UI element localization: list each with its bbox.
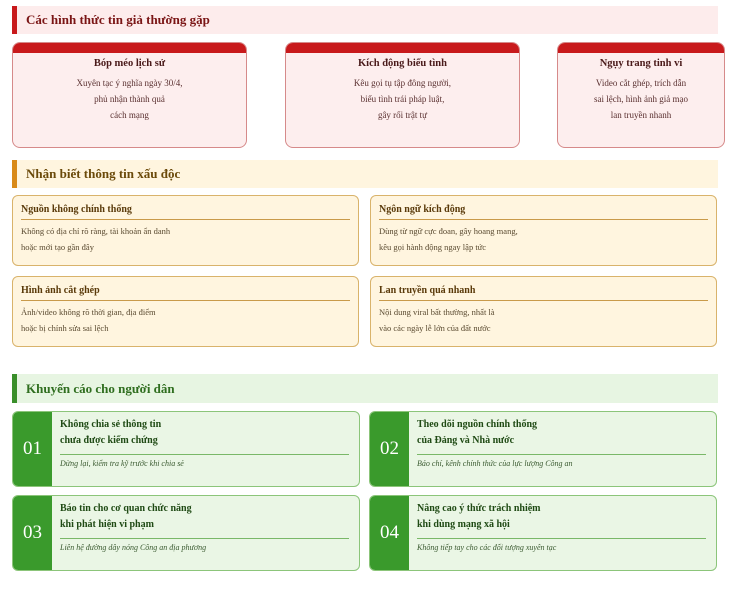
- card-title: Hình ảnh cắt ghép: [21, 285, 350, 301]
- card-title: Nguồn không chính thống: [21, 204, 350, 220]
- card-title: Kích động biểu tình: [358, 58, 447, 69]
- section-accent-bar: [12, 6, 17, 34]
- sign-card-unofficial-source: [12, 195, 359, 266]
- card-text: lan truyền nhanh: [610, 110, 672, 120]
- advice-card-03: [12, 495, 360, 571]
- advice-note: Liên hệ đường dây nóng Công an địa phương: [60, 543, 207, 552]
- card-text: Không có địa chỉ rõ ràng, tài khoản ẩn danh: [21, 226, 171, 236]
- section-accent-bar: [12, 160, 17, 188]
- advice-title-line: Theo dõi nguồn chính thống: [417, 419, 538, 430]
- section-header-identify: [12, 160, 718, 188]
- advice-title-line: khi dùng mạng xã hội: [417, 519, 510, 530]
- card-text: gây rối trật tự: [377, 110, 428, 120]
- card-text: hoặc mới tạo gần đây: [21, 242, 94, 252]
- card-text: cách mạng: [110, 110, 149, 120]
- card-top-bar: [286, 43, 519, 53]
- sign-card-inciting-language: [370, 195, 717, 266]
- form-card-distort-history: [12, 42, 247, 148]
- advice-number: 03: [13, 496, 52, 570]
- card-text: Xuyên tạc ý nghĩa ngày 30/4,: [76, 78, 183, 88]
- advice-number: 02: [370, 412, 409, 486]
- section-title: Nhận biết thông tin xấu độc: [26, 166, 181, 181]
- advice-title-line: của Đảng và Nhà nước: [417, 435, 515, 446]
- section-accent-bar: [12, 374, 17, 403]
- card-text: phủ nhận thành quả: [94, 94, 165, 104]
- card-title: Ngôn ngữ kích động: [379, 204, 708, 220]
- advice-number: 01: [13, 412, 52, 486]
- card-text: Ảnh/video không rõ thời gian, địa điểm: [21, 307, 156, 317]
- advice-title-line: chưa được kiểm chứng: [60, 435, 158, 446]
- card-text: kêu gọi hành động ngay lập tức: [379, 242, 487, 252]
- advice-card-04: [369, 495, 717, 571]
- divider: [417, 454, 706, 455]
- advice-title-line: Nâng cao ý thức trách nhiệm: [417, 503, 541, 514]
- card-top-bar: [13, 43, 246, 53]
- advice-card-01: [12, 411, 360, 487]
- advice-note: Báo chí, kênh chính thức của lực lượng Công an: [417, 459, 573, 468]
- section-title: Khuyến cáo cho người dân: [26, 380, 175, 396]
- sign-card-fast-spread: [370, 276, 717, 347]
- card-text: Kêu gọi tụ tập đông người,: [353, 78, 452, 88]
- card-text: hoặc bị chỉnh sửa sai lệch: [21, 323, 109, 333]
- card-text: Video cắt ghép, trích dẫn: [595, 78, 687, 88]
- card-text: biểu tình trái pháp luật,: [360, 94, 445, 104]
- form-card-incite-protest: [285, 42, 520, 148]
- advice-number: 04: [370, 496, 409, 570]
- divider: [60, 454, 349, 455]
- advice-title-line: Báo tin cho cơ quan chức năng: [60, 503, 192, 514]
- section-title: Các hình thức tin giả thường gặp: [26, 12, 210, 27]
- card-text: Nội dung viral bất thường, nhất là: [379, 307, 495, 317]
- section-header-advice: [12, 374, 718, 403]
- card-top-bar: [558, 43, 724, 53]
- card-title: Bóp méo lịch sử: [93, 58, 166, 69]
- section-header-forms: [12, 6, 718, 34]
- advice-note: Không tiếp tay cho các đối tượng xuyên tạc: [417, 543, 557, 552]
- card-title: Ngụy trang tinh vi: [599, 58, 683, 69]
- advice-note: Dừng lại, kiểm tra kỹ trước khi chia sẻ: [60, 459, 184, 468]
- divider: [60, 538, 349, 539]
- advice-title-line: khi phát hiện vi phạm: [60, 519, 154, 530]
- advice-card-02: [369, 411, 717, 487]
- sign-card-edited-images: [12, 276, 359, 347]
- card-title: Lan truyền quá nhanh: [379, 285, 708, 301]
- advice-title-line: Không chia sẻ thông tin: [60, 419, 162, 430]
- card-text: Dùng từ ngữ cực đoan, gây hoang mang,: [379, 226, 518, 236]
- form-card-disguise: [557, 42, 725, 148]
- card-text: sai lệch, hình ảnh giả mạo: [594, 94, 688, 104]
- card-text: vào các ngày lễ lớn của đất nước: [379, 323, 491, 333]
- divider: [417, 538, 706, 539]
